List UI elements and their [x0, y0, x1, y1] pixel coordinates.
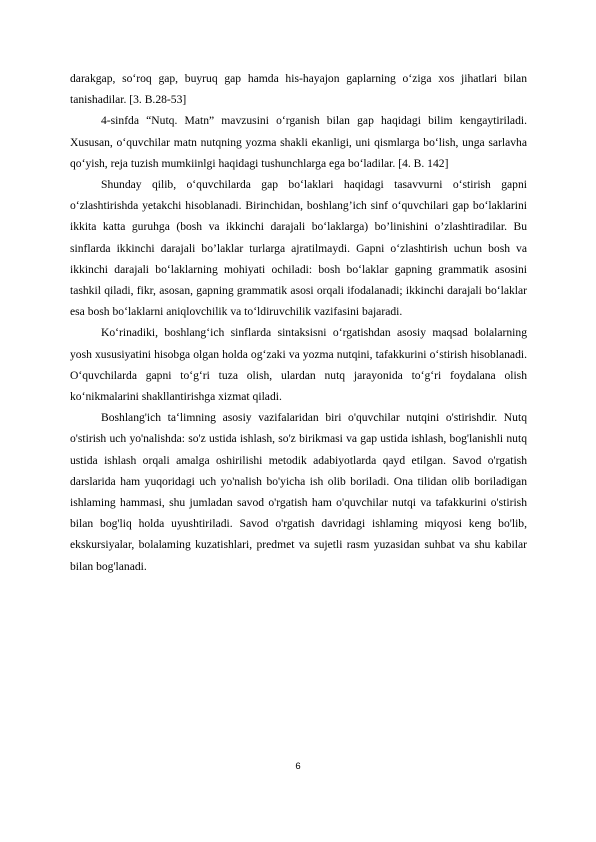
paragraph: Boshlang'ich ta‘limning asosiy vazifalaridan biri o'quvchilar nutqini o'stirishdir. Nutq o'stirish uch yo'nalishda: so'z ustida ishlash, so'z birikmasi va gap ustida ishlash, bog'lanishli nutq ustida ishlash orqali amalga oshirilishi metodik adabiyotlarda qayd etilgan. Savod o'rgatish darslarida ham yuqoridagi uch yo'nalish bo'yicha ish olib boriladi. Ona tilidan olib boriladigan ishlaming hammasi, shu jumladan savod o'rgatish ham o'quvchilar nutqi va tafakkurini o'stirish bilan bog'liq holda uyushtiriladi. Savod o'rgatish davridagi ishlaming miqyosi keng bo'lib, ekskursiyalar, bolalaming kuzatishlari, predmet va sujetli rasm yuzasidan suhbat va shu kabilar bilan bog'lanadi.: [70, 411, 527, 573]
paragraph-continuation: darakgap, so‘roq gap, buyruq gap hamda his-hayajon gaplarning o‘ziga xos jihatlari bilan tanishadilar. [3. B.28-53]: [70, 72, 527, 107]
page-number: 6: [295, 761, 301, 772]
paragraph: Ko‘rinadiki, boshlang‘ich sinflarda sintaksisni o‘rgatishdan asosiy maqsad bolalarning yosh xususiyatini hisobga olgan holda og‘zaki va yozma nutqini, tafakkurini o‘stirish hisoblanadi. O‘quvchilarda gapni to‘g‘ri tuza olish, ulardan nutq jarayonida to‘g‘ri foydalana olish ko‘nikmalarini shakllantirishga xizmat qiladi.: [70, 326, 527, 404]
paragraph: 4-sinfda “Nutq. Matn” mavzusini o‘rganish bilan gap haqidagi bilim kengaytiriladi. Xususan, o‘quvchilar matn nutqning yozma shakli ekanligi, uni qismlarga bo‘lish, unga sarlavha qo‘yish, reja tuzish mumkiinlgi haqidagi tushunchlarga ega bo‘ladilar. [4. B. 142]: [70, 114, 527, 170]
body-text: [70, 68, 527, 577]
paragraph: Shunday qilib, o‘quvchilarda gap bo‘laklari haqidagi tasavvurni o‘stirish gapni o‘zlashtirishda yetakchi hisoblanadi. Birinchidan, boshlang’ich sinf o‘quvchilari gap bo‘laklarini ikkita katta guruhga (bosh va ikkinchi darajali bo‘laklarga) bo’linishini o’zlashtiradilar. Bu sinflarda ikkinchi darajali bo’laklar turlarga ajratilmaydi. Gapni o‘zlashtirish uchun bosh va ikkinchi darajali bo‘laklarning mohiyati ochiladi: bosh bo‘laklar gapning grammatik asosini tashkil qiladi, fikr, asosan, gapning grammatik asosi orqali ifodalanadi; ikkinchi darajali bo‘laklar esa bosh bo‘laklarni aniqlovchilik va to‘ldiruvchilik vazifasini bajaradi.: [70, 178, 527, 319]
